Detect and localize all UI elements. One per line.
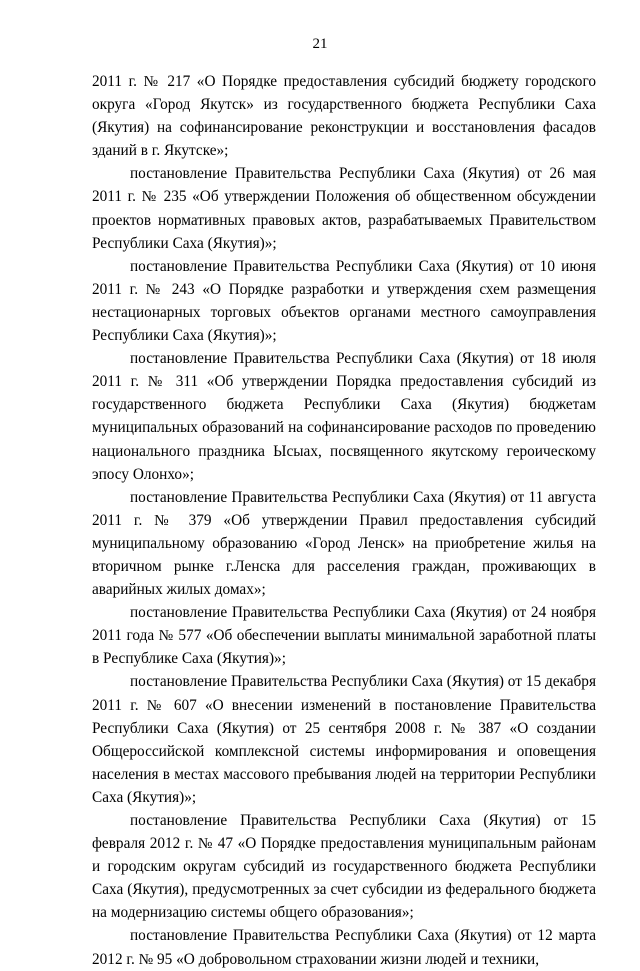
page-number: 21 xyxy=(312,36,328,52)
paragraph-resolution-243: постановление Правительства Республики Саха (Якутия) от 10 июня 2011 г. № 243 «О Порядке разработки и утверждения схем размещения нестационарных торговых объектов органами местного самоуправления Республики Саха (Якутия)»; xyxy=(92,257,596,345)
paragraph-resolution-577: постановление Правительства Республики Саха (Якутия) от 24 ноября 2011 года № 577 «Об обеспечении выплаты минимальной заработной платы в Республике Саха (Якутия)»; xyxy=(92,604,596,668)
document-body xyxy=(92,70,596,971)
paragraph-continuation: 2011 г. № 217 «О Порядке предоставления субсидий бюджету городского округа «Город Якутск» из государственного бюджета Республики Саха (Якутия) на софинансирование реконструкции и восстановления фасадов зданий в г. Якутске»; xyxy=(92,73,596,160)
paragraph-resolution-47: постановление Правительства Республики Саха (Якутия) от 15 февраля 2012 г. № 47 «О Порядке предоставления муниципальным районам и городским округам субсидий из государственного бюджета Республики Саха (Якутия), предусмотренных за счет субсидии из федерального бюджета на модернизацию системы общего образования»; xyxy=(92,812,596,922)
paragraph-resolution-379: постановление Правительства Республики Саха (Якутия) от 11 августа 2011 г. № 379 «Об утверждении Правил предоставления субсидий муниципальному образованию «Город Ленск» на приобретение жилья на вторичном рынке г.Ленска для расселения граждан, проживающих в аварийных жилых домах»; xyxy=(92,488,596,599)
paragraph-resolution-311: постановление Правительства Республики Саха (Якутия) от 18 июля 2011 г. № 311 «Об утверждении Порядка предоставления субсидий из государственного бюджета Республики Саха (Якутия) бюджетам муниципальных образований на софинансирование расходов по проведению национального праздника Ысыах, посвященного якутскому героическому эпосу Олонхо»; xyxy=(92,350,596,483)
paragraph-resolution-607: постановление Правительства Республики Саха (Якутия) от 15 декабря 2011 г. № 607 «О внесении изменений в постановление Правительства Республики Саха (Якутия) от 25 сентября 2008 г. № 387 «О создании Общероссийской комплексной системы информирования и оповещения населения в местах массового пребывания людей на территории Республики Саха (Якутия)»; xyxy=(92,673,596,806)
paragraph-resolution-95: постановление Правительства Республики Саха (Якутия) от 12 марта 2012 г. № 95 «О добровольном страховании жизни людей и техники, xyxy=(92,927,596,968)
paragraph-resolution-235: постановление Правительства Республики Саха (Якутия) от 26 мая 2011 г. № 235 «Об утверждении Положения об общественном обсуждении проектов нормативных правовых актов, разрабатываемых Правительством Республики Саха (Якутия)»; xyxy=(92,165,596,252)
